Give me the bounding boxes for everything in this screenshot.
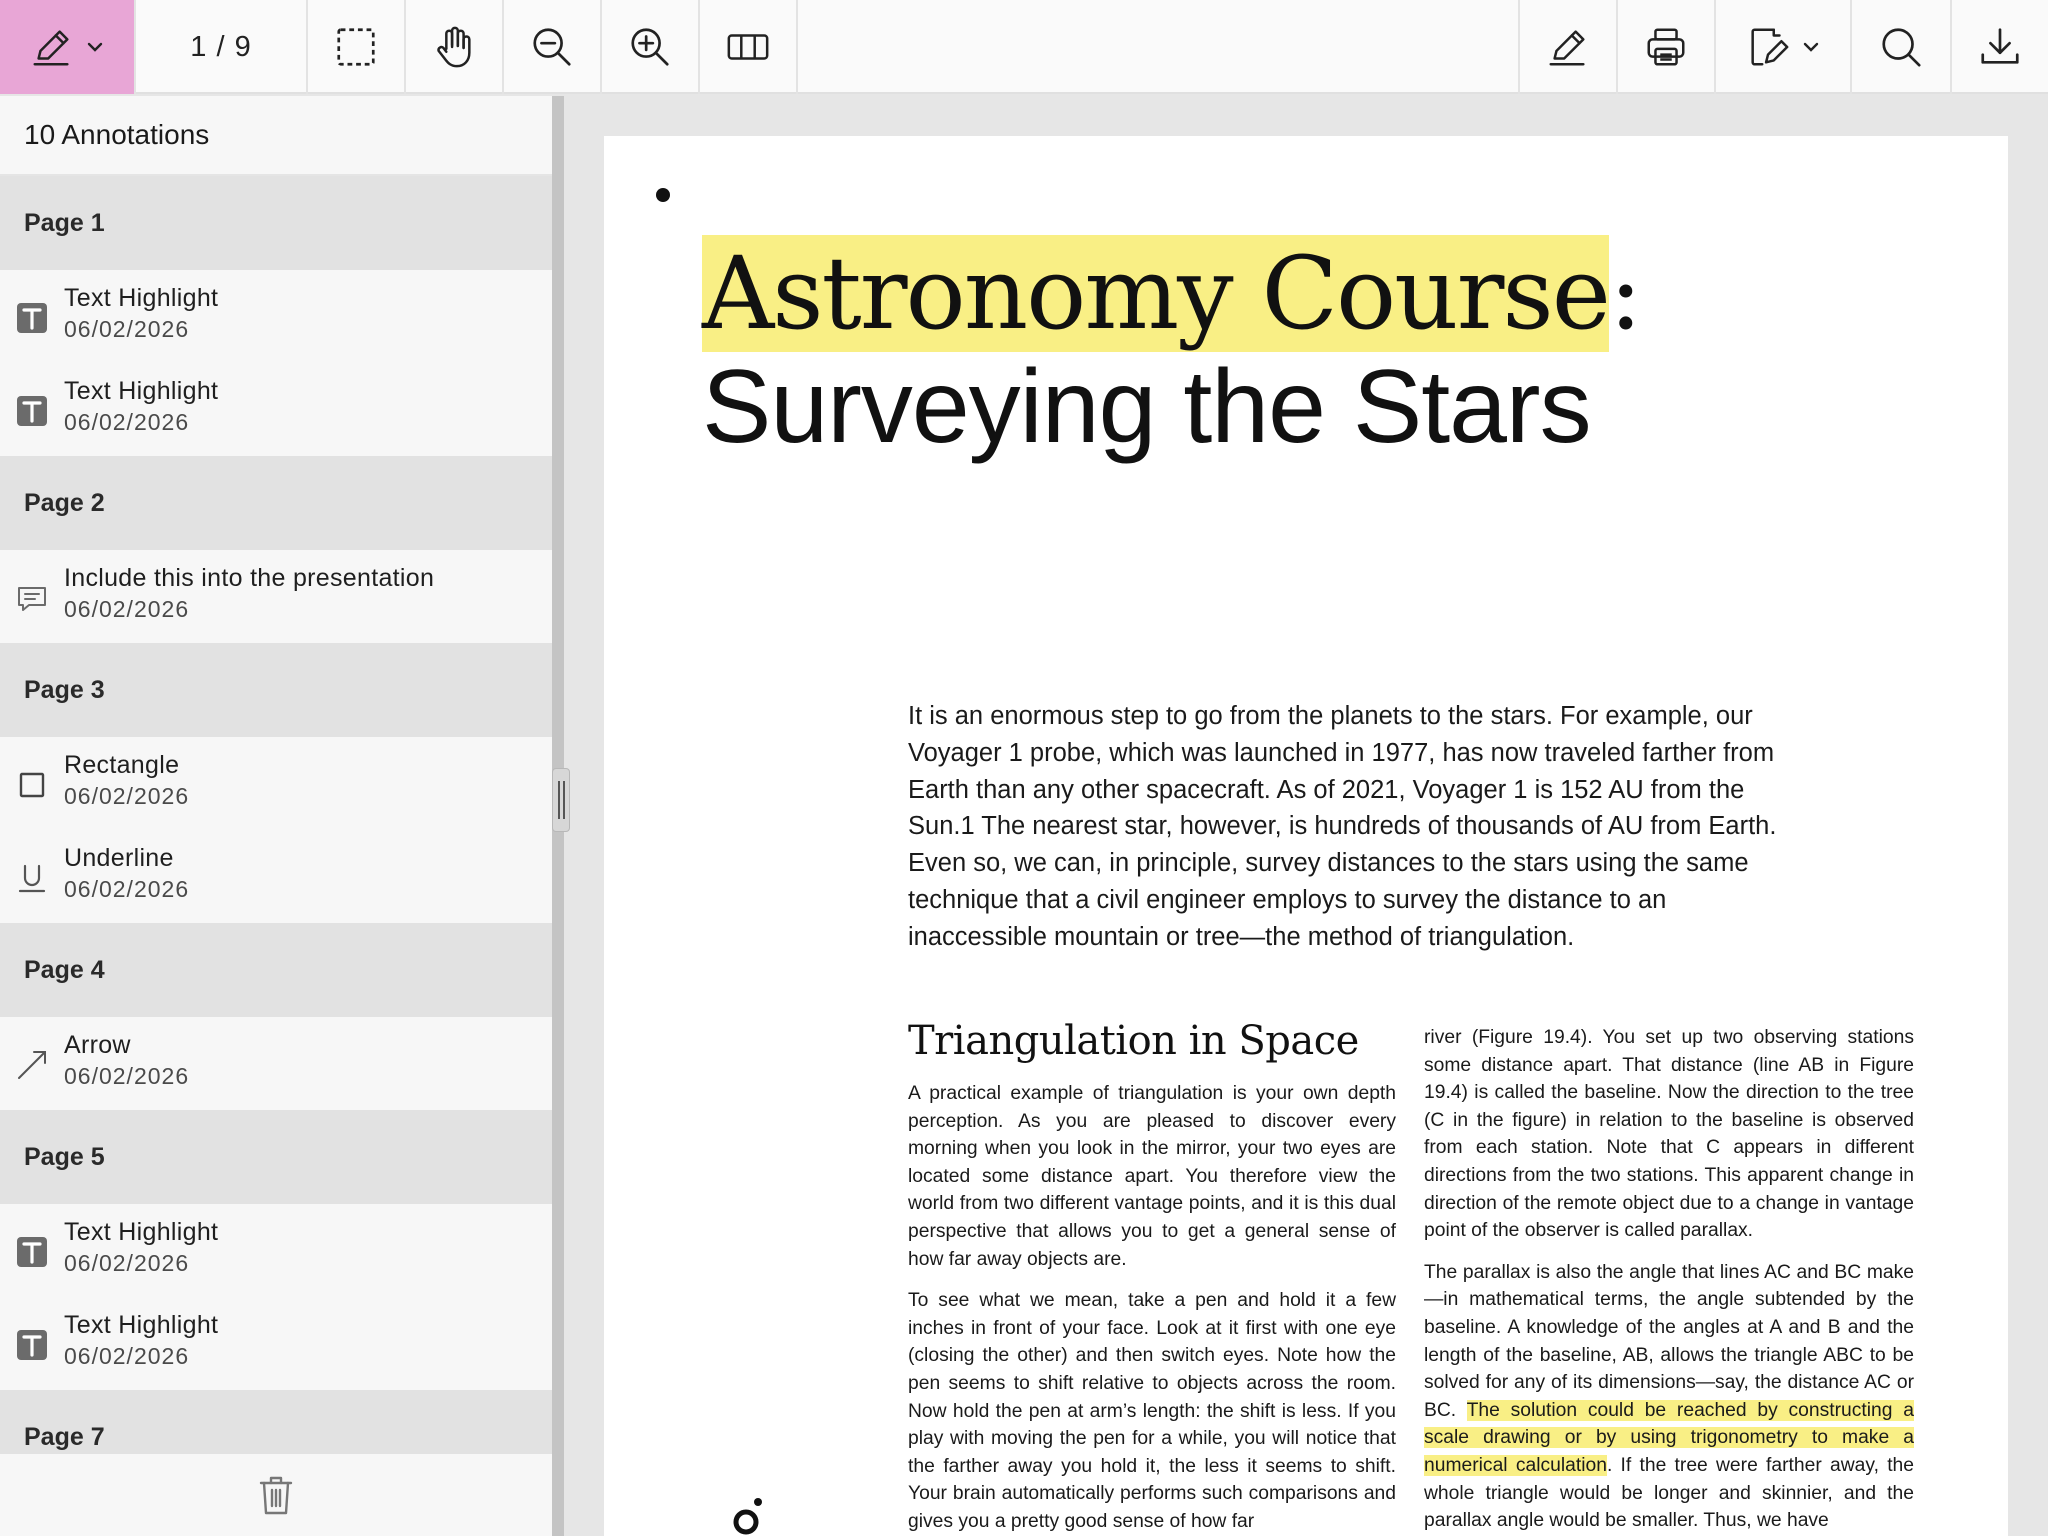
page-group-header[interactable]: Page 3 xyxy=(0,643,552,737)
zoom-in-button[interactable] xyxy=(602,0,700,94)
annotation-type: Text Highlight xyxy=(64,1311,219,1339)
paragraph: A practical example of triangulation is your own depth perception. As you are pleased to discover every morning when you look in the mirror, your two eyes are located some distance apart. You therefore view the world from two different vantage points, and it is this dual perspective that allows you to get a general sense of how far away objects are. xyxy=(908,1083,1396,1270)
document-title xyxy=(702,228,1641,360)
paragraph: To see what we mean, take a pen and hold it a few inches in front of your face. Look at it first with one eye (closing the other) and then switch eyes. Note how the pen seems to shift relative to objects across the room. Now hold the pen at arm’s length: the shift is less. If you play with moving the pen for a while, you will notice that the farther away you hold it, the less it seems to shift. Your brain automatically performs such comparisons and gives you a pretty good sense of how far xyxy=(908,1290,1396,1532)
select-rect-button[interactable] xyxy=(308,0,406,94)
paragraph-text: The parallax is also the angle that lines AC and BC make—in mathematical terms, the angle subtended by the baseline. A knowledge of the angles at A and B and the length of the baseline, AB, allows the triangle ABC to be solved for any of its dimensions—say, the distance AC or BC. xyxy=(1424,1261,1914,1421)
toolbar xyxy=(0,0,2048,94)
annotate-tool-button[interactable] xyxy=(0,0,136,94)
hand-pan-icon xyxy=(431,24,477,70)
annotation-item[interactable] xyxy=(0,1297,552,1390)
annotation-date: 06/02/2026 xyxy=(64,409,190,435)
section-heading: Triangulation in Space xyxy=(908,1018,1359,1064)
annotation-date: 06/02/2026 xyxy=(64,596,190,622)
page-group-header[interactable]: Page 1 xyxy=(0,176,552,270)
page-group-header[interactable]: Page 4 xyxy=(0,923,552,1017)
page-layout-icon xyxy=(725,24,771,70)
annotation-item[interactable] xyxy=(0,1017,552,1110)
annotations-count: 10 Annotations xyxy=(0,96,552,176)
paragraph: river (Figure 19.4). You set up two observing stations some distance apart. That distance (line AB in Figure 19.4) is called the baseline. Now the direction to the tree (C in the figure) in relation to the baseline is observed from each station. Note that C appears in different directions from the two stations. This apparent change in direction of the remote object due to a change in vantage point of the observer is called parallax. xyxy=(1424,1027,1914,1242)
print-button[interactable] xyxy=(1616,0,1714,94)
download-icon xyxy=(1977,24,2023,70)
paragraph xyxy=(1424,1259,1914,1535)
annotation-item[interactable] xyxy=(0,1204,552,1297)
zoom-out-button[interactable] xyxy=(504,0,602,94)
zoom-out-icon xyxy=(529,24,575,70)
search-button[interactable] xyxy=(1850,0,1950,94)
rectangle-icon xyxy=(14,767,50,803)
page-group-header[interactable]: Page 7 xyxy=(0,1390,552,1484)
annotation-date: 06/02/2026 xyxy=(64,316,190,342)
annotation-type: Rectangle xyxy=(64,751,180,779)
annotation-item[interactable] xyxy=(0,830,552,923)
text-highlight-icon xyxy=(14,393,50,429)
text-highlight-icon xyxy=(14,300,50,336)
annotation-type: Text Highlight xyxy=(64,1218,219,1246)
zoom-in-icon xyxy=(627,24,673,70)
edit-document-icon xyxy=(1745,24,1791,70)
edit-document-button[interactable] xyxy=(1714,0,1850,94)
annotation-date: 06/02/2026 xyxy=(64,876,190,902)
page-group-header[interactable]: Page 2 xyxy=(0,456,552,550)
chevron-down-icon xyxy=(85,37,105,57)
annotation-type: Text Highlight xyxy=(64,377,219,405)
resize-handle[interactable] xyxy=(552,768,570,832)
search-icon xyxy=(1878,24,1924,70)
arrow-icon xyxy=(14,1047,50,1083)
pencil-icon xyxy=(1545,24,1591,70)
page-layout-button[interactable] xyxy=(700,0,798,94)
paragraph-text: . If the tree were farther away, the whole triangle would be longer and skinnier, and the parallax angle would be smaller. Thus, we have xyxy=(1424,1454,1914,1532)
chevron-down-icon xyxy=(1801,37,1821,57)
annotation-type: Include this into the presentation xyxy=(64,564,435,592)
page-indicator-text: 1 / 9 xyxy=(190,30,252,63)
sidebar-footer xyxy=(0,1454,552,1536)
annotation-item[interactable] xyxy=(0,363,552,456)
annotation-type: Underline xyxy=(64,844,174,872)
annotation-type: Text Highlight xyxy=(64,284,219,312)
page-indicator[interactable] xyxy=(136,0,308,94)
annotation-item[interactable] xyxy=(0,737,552,830)
annotation-item[interactable] xyxy=(0,270,552,363)
text-highlight-icon xyxy=(14,1327,50,1363)
page-group-header[interactable]: Page 5 xyxy=(0,1110,552,1204)
annotations-sidebar xyxy=(0,96,552,1536)
text-highlight-icon xyxy=(14,1234,50,1270)
text-highlight[interactable]: The solution could be reached by constructing a scale drawing or by using trigonometry to make a numerical calculation xyxy=(1424,1399,1914,1476)
title-highlight[interactable]: Astronomy Course xyxy=(702,235,1609,352)
publisher-logo-icon xyxy=(724,1494,768,1536)
bullet-dot xyxy=(656,188,670,202)
pan-tool-button[interactable] xyxy=(406,0,504,94)
trash-icon[interactable] xyxy=(257,1474,295,1516)
text-column-right xyxy=(1424,1024,1914,1536)
select-rect-icon xyxy=(333,24,379,70)
annotation-date: 06/02/2026 xyxy=(64,1343,190,1369)
annotation-date: 06/02/2026 xyxy=(64,1063,190,1089)
annotation-date: 06/02/2026 xyxy=(64,783,190,809)
annotation-item[interactable] xyxy=(0,550,552,643)
intro-paragraph: It is an enormous step to go from the planets to the stars. For example, our Voyager 1 probe, which was launched in 1977, has now traveled farther from Earth than any other spacecraft. As of 2021, Voyager 1 is 152 AU from the Sun.1 The nearest star, however, is hundreds of thousands of AU from Earth. Even so, we can, in principle, survey distances to the stars using the same technique that a civil engineer employs to survey the distance to an inaccessible mountain or tree—the method of triangulation. xyxy=(908,702,1777,951)
print-icon xyxy=(1643,24,1689,70)
underline-icon xyxy=(14,860,50,896)
annotate-pen-icon xyxy=(29,24,75,70)
document-page xyxy=(604,136,2008,1536)
text-column-left xyxy=(908,1080,1396,1536)
comment-icon xyxy=(14,580,50,616)
draw-button[interactable] xyxy=(1518,0,1616,94)
title-colon: : xyxy=(1608,235,1641,352)
annotation-date: 06/02/2026 xyxy=(64,1250,190,1276)
document-subtitle: Surveying the Stars xyxy=(702,349,1591,465)
annotation-type: Arrow xyxy=(64,1031,131,1059)
download-button[interactable] xyxy=(1950,0,2048,94)
